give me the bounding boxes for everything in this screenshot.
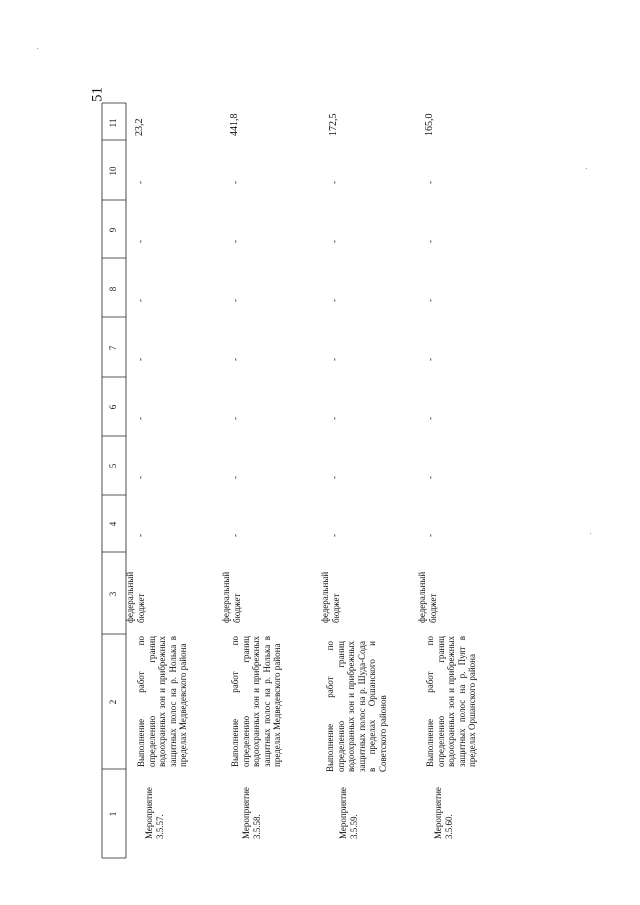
row-col-7: -	[425, 358, 435, 361]
row-col-4: -	[135, 534, 145, 537]
row-source: федеральный бюджет	[416, 571, 437, 623]
row-description: Выполнение работ по определению границ водоохранных зон и прибрежных защитных полос на р. Нолька в пределах Медведевского района	[136, 636, 188, 767]
header-col-4: 4	[108, 521, 118, 527]
row-id: Мероприятие 3.5.58.	[240, 787, 261, 839]
header-col-3: 3	[108, 591, 118, 597]
row-source: федеральный бюджет	[319, 571, 340, 623]
row-col-10: -	[230, 181, 240, 184]
row-id: Мероприятие 3.5.60.	[432, 787, 453, 839]
row-col-6: -	[230, 417, 240, 420]
header-col-9: 9	[108, 227, 118, 233]
row-col-7: -	[135, 358, 145, 361]
row-description: Выполнение работ по определению границ водоохранных зон и прибрежных защитных полос на р. Нолька в пределах Медведевского района	[230, 636, 282, 767]
row-source: федеральный бюджет	[220, 571, 241, 623]
row-col-9: -	[425, 240, 435, 243]
row-col-10: -	[329, 181, 339, 184]
scan-speck	[586, 168, 587, 169]
row-col-11: 172,5	[328, 113, 339, 136]
row-col-9: -	[135, 240, 145, 243]
row-col-11: 165,0	[424, 113, 435, 136]
header-col-11: 11	[108, 118, 118, 128]
row-col-8: -	[329, 299, 339, 302]
scan-speck	[590, 533, 591, 534]
row-col-4: -	[425, 534, 435, 537]
row-col-5: -	[230, 476, 240, 479]
row-col-7: -	[230, 358, 240, 361]
header-col-7: 7	[108, 345, 118, 351]
row-col-4: -	[329, 534, 339, 537]
header-col-1: 1	[108, 811, 118, 817]
row-col-9: -	[230, 240, 240, 243]
header-col-6: 6	[108, 404, 118, 410]
header-col-10: 10	[108, 166, 118, 176]
scan-speck	[37, 48, 38, 49]
row-col-11: 441,8	[229, 113, 240, 136]
row-col-8: -	[425, 299, 435, 302]
row-col-6: -	[329, 417, 339, 420]
header-col-8: 8	[108, 286, 118, 292]
header-col-2: 2	[108, 699, 118, 705]
row-col-5: -	[329, 476, 339, 479]
row-col-11: 23,2	[134, 118, 145, 136]
row-col-10: -	[135, 181, 145, 184]
row-description: Выполнение работ по определению границ водоохранных зон и прибрежных защитных полос на р. Пуят в пределах Оршанского района	[425, 636, 477, 767]
row-source: федеральный бюджет	[124, 571, 145, 623]
row-col-5: -	[135, 476, 145, 479]
row-col-6: -	[425, 417, 435, 420]
row-col-8: -	[135, 299, 145, 302]
page-number: 51	[89, 87, 106, 102]
row-id: Мероприятие 3.5.57.	[143, 787, 164, 839]
row-col-5: -	[425, 476, 435, 479]
row-col-6: -	[135, 417, 145, 420]
row-description: Выполнение работ по определению границ водоохранных зон и прибрежных защитных полос на р. Шуда-Сода в пределах Оршанского и Советского районов	[325, 641, 388, 772]
row-id: Мероприятие 3.5.59.	[337, 787, 358, 839]
row-col-9: -	[329, 240, 339, 243]
row-col-10: -	[425, 181, 435, 184]
row-col-8: -	[230, 299, 240, 302]
header-col-5: 5	[108, 463, 118, 469]
row-col-4: -	[230, 534, 240, 537]
row-col-7: -	[329, 358, 339, 361]
